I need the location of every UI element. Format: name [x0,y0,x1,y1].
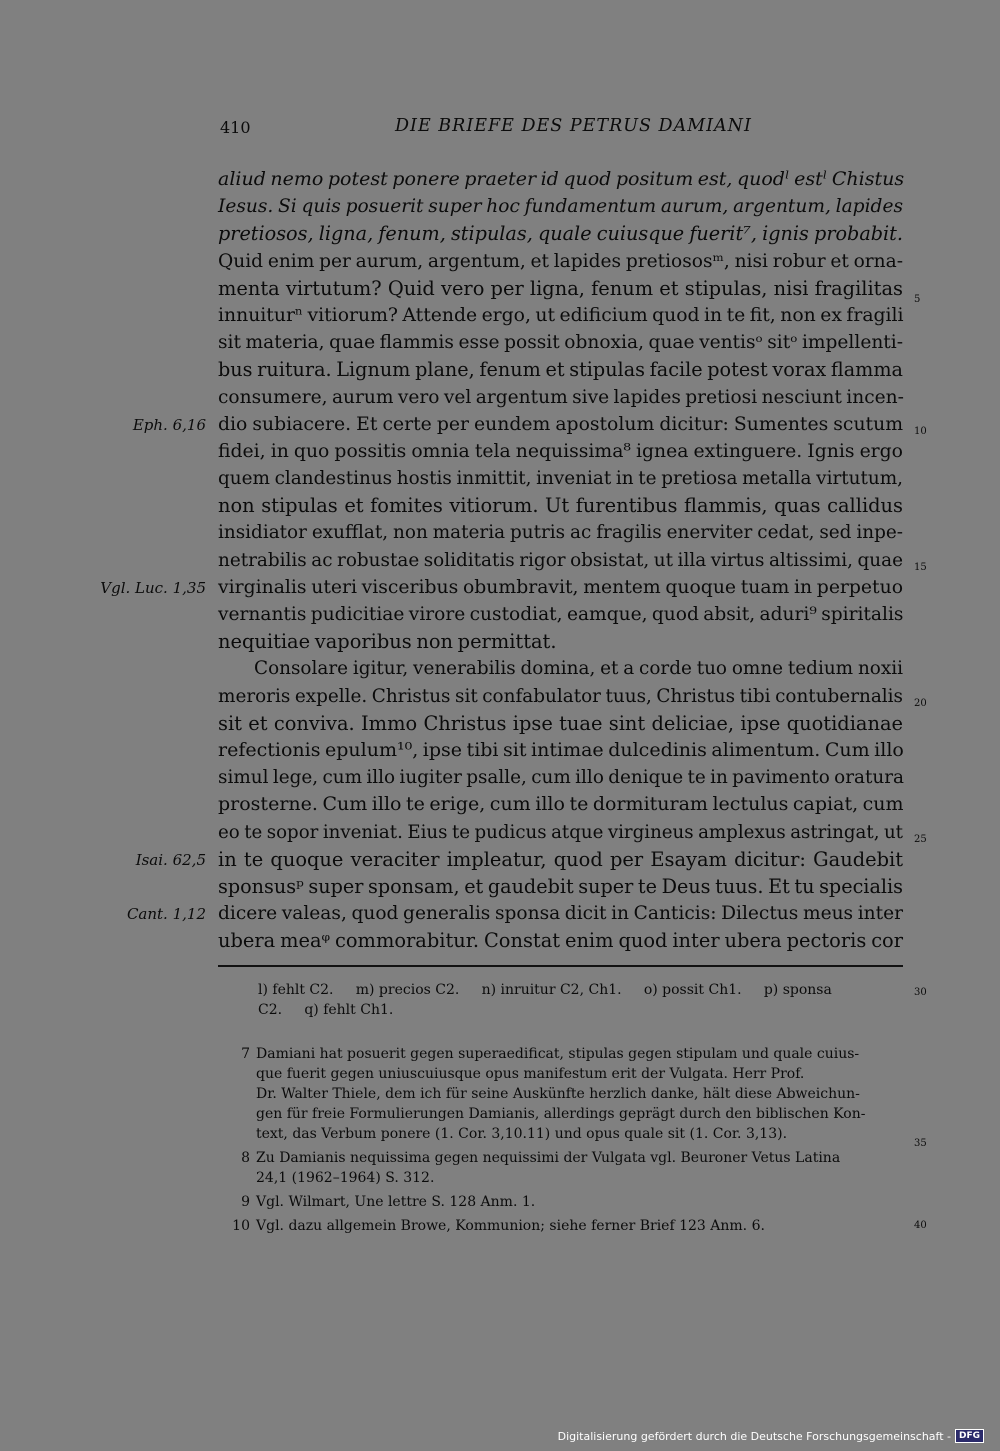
text-line: ubera meaᵠ commorabitur. Constat enim quod inter ubera pectoris cor [218,929,903,953]
text-line: nequitiae vaporibus non permittat. [218,630,557,654]
footnote-line: Vgl. dazu allgemein Browe, Kommunion; siehe ferner Brief 123 Anm. 6. [256,1218,765,1234]
footnote-line: Zu Damianis nequissima gegen nequissimi der Vulgata vgl. Beuroner Vetus Latina [256,1150,841,1166]
text-line: consumere, aurum vero vel argentum sive lapides pretiosi nesciunt incen- [218,386,904,408]
text-line: innuiturⁿ vitiorum? Attende ergo, ut edificium quod in te fit, non ex fragili [218,304,904,326]
margin-reference: Isai. 62,5 [135,851,206,869]
main-text [218,166,903,954]
footnote [230,1148,910,1188]
footnote-line: Vgl. Wilmart, Une lettre S. 128 Anm. 1. [256,1194,536,1210]
text-line: virginalis uteri visceribus obumbravit, mentem quoque tuam in perpetuo [218,576,903,598]
line-number: 40 [914,1220,927,1231]
text-line: meroris expelle. Christus sit confabulator tuus, Christus tibi contubernalis [218,685,903,707]
margin-reference: Cant. 1,12 [126,905,206,923]
digitization-footer [558,1429,984,1443]
text-line: non stipulas et fomites vitiorum. Ut furentibus flammis, quas callidus [218,494,903,518]
footnote-line: Dr. Walter Thiele, dem ich für seine Auskünfte herzlich danke, hält diese Abweichun- [256,1086,860,1102]
text-line: prosterne. Cum illo te erige, cum illo te dormituram lectulus capiat, cum [218,793,904,816]
footnote-number: 10 [232,1218,250,1234]
footnote-line: que fuerit gegen uniuscuiusque opus manifestum erit der Vulgata. Herr Prof. [256,1066,805,1082]
line-number: 5 [914,294,921,305]
line-number: 25 [914,834,927,845]
dfg-logo: DFG [955,1429,984,1443]
footnote-number: 8 [241,1150,250,1166]
line-number: 30 [914,987,927,998]
line-number: 35 [914,1138,927,1149]
text-line: Quid enim per aurum, argentum, et lapides pretiososᵐ, nisi robur et orna- [218,250,903,272]
line-number: 15 [914,562,927,573]
text-line: sponsusᵖ super sponsam, et gaudebit super te Deus tuus. Et tu specialis [218,874,904,898]
text-line: aliud nemo potest ponere praeter id quod positum est, quodˡ estˡ Chistus [218,168,905,190]
critical-apparatus [258,980,903,1020]
text-line: menta virtutum? Quid vero per ligna, fenum et stipulas, nisi fragilitas [218,276,903,300]
footnote-line: 24,1 (1962–1964) S. 312. [256,1170,435,1186]
text-line: dicere valeas, quod generalis sponsa dicit in Canticis: Dilectus meus inter [218,903,903,925]
text-line: in te quoque veraciter impleatur, quod per Esayam dicitur: Gaudebit [218,847,903,871]
text-line: pretiosos, ligna, fenum, stipulas, quale cuiusque fuerit⁷, ignis probabit. [218,222,903,246]
footnote [230,1192,910,1212]
footnote-line: Damiani hat posuerit gegen superaedificat, stipulas gegen stipulam und quale cuius- [256,1046,860,1062]
margin-reference: Vgl. Luc. 1,35 [100,579,206,597]
footer-text: Digitalisierung gefördert durch die Deutsche Forschungsgemeinschaft - [557,1429,951,1443]
text-line: Consolare igitur, venerabilis domina, et a corde tuo omne tedium noxii [254,658,903,680]
margin-reference: Eph. 6,16 [132,416,206,434]
text-line: vernantis pudicitiae virore custodiat, eamque, quod absit, aduri⁹ spiritalis [218,604,904,625]
text-line: quem clandestinus hostis inmittit, inveniat in te pretiosa metalla virtutum, [218,468,903,490]
text-line: bus ruitura. Lignum plane, fenum et stipulas facile potest vorax flamma [218,358,903,382]
footnote-number: 9 [241,1194,250,1210]
text-line: insidiator exufflat, non materia putris ac fragilis enerviter cedat, sed inpe- [218,522,903,544]
line-number: 10 [914,426,927,437]
footnote-number: 7 [241,1046,250,1062]
running-head: DIE BRIEFE DES PETRUS DAMIANI [395,116,752,136]
footnote-rule [218,965,903,967]
page-number: 410 [220,118,251,137]
line-number: 20 [914,698,927,709]
text-line: Iesus. Si quis posuerit super hoc fundamentum aurum, argentum, lapides [218,196,903,218]
apparatus-line: C2. q) fehlt Ch1. [258,1002,394,1018]
footnote [230,1216,910,1236]
text-line: eo te sopor inveniat. Eius te pudicus atque virgineus amplexus astringat, ut [218,821,903,843]
text-line: refectionis epulum¹⁰, ipse tibi sit intimae dulcedinis alimentum. Cum illo [218,738,904,761]
text-line: simul lege, cum illo iugiter psalle, cum illo denique te in pavimento oratura [218,767,904,789]
text-line: dio subiacere. Et certe per eundem apostolum dicitur: Sumentes scutum [218,413,903,435]
footnotes [230,1044,910,1240]
text-line: sit materia, quae flammis esse possit obnoxia, quae ventisᵒ sitᵒ impellenti- [218,332,903,354]
text-line: fidei, in quo possitis omnia tela nequissima⁸ ignea extinguere. Ignis ergo [218,440,903,462]
text-line: sit et conviva. Immo Christus ipse tuae sint deliciae, ipse quotidianae [218,711,903,735]
footnote-line: gen für freie Formulierungen Damianis, allerdings geprägt durch den biblischen Kon- [256,1106,866,1122]
apparatus-line: l) fehlt C2. m) precios C2. n) inruitur C2, Ch1. o) possit Ch1. p) sponsa [258,982,832,998]
text-line: netrabilis ac robustae soliditatis rigor obsistat, ut illa virtus altissimi, quae [218,549,903,571]
footnote-line: text, das Verbum ponere (1. Cor. 3,10.11) und opus quale sit (1. Cor. 3,13). [256,1126,788,1142]
footnote [230,1044,910,1144]
